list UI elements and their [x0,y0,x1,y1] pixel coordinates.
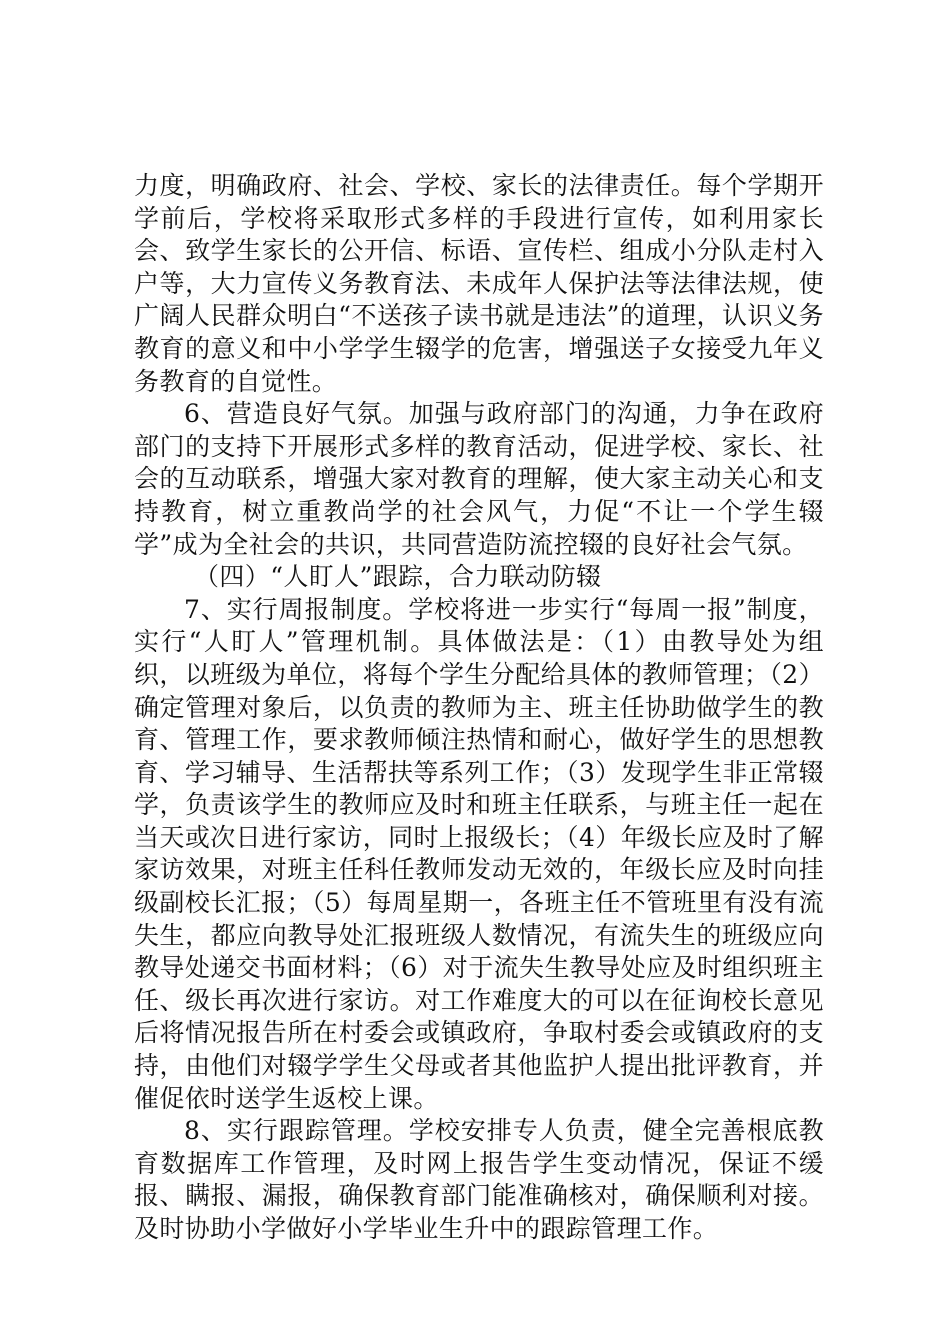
paragraph-item-8: 8、实行跟踪管理。学校安排专人负责，健全完善根底教育数据库工作管理，及时网上报告学生变动情况，保证不缓报、瞒报、漏报，确保教育部门能准确核对，确保顺利对接。及时协助小学做好小学毕业生升中的跟踪管理工作。 [134,1116,824,1243]
paragraph-publicity-continued: 力度，明确政府、社会、学校、家长的法律责任。每个学期开学前后，学校将采取形式多样的手段进行宣传，如利用家长会、致学生家长的公开信、标语、宣传栏、组成小分队走村入户等，大力宣传义务教育法、未成年人保护法等法律法规，使广阔人民群众明白“不送孩子读书就是违法”的道理，认识义务教育的意义和中小学学生辍学的危害，增强送子女接受九年义务教育的自觉性。 [134,171,824,396]
document-body [134,170,824,1246]
paragraph-item-7: 7、实行周报制度。学校将进一步实行“每周一报”制度，实行“人盯人”管理机制。具体做法是：（1）由教导处为组织，以班级为单位，将每个学生分配给具体的教师管理；（2）确定管理对象后，以负责的教师为主、班主任协助做学生的教育、管理工作，要求教师倾注热情和耐心，做好学生的思想教育、学习辅导、生活帮扶等系列工作；（3）发现学生非正常辍学，负责该学生的教师应及时和班主任联系，与班主任一起在当天或次日进行家访，同时上报级长；（4）年级长应及时了解家访效果，对班主任科任教师发动无效的，年级长应及时向挂级副校长汇报；（5）每周星期一，各班主任不管班里有没有流失生，都应向教导处汇报班级人数情况，有流失生的班级应向教导处递交书面材料；（6）对于流失生教导处应及时组织班主任、级长再次进行家访。对工作难度大的可以在征询校长意见后将情况报告所在村委会或镇政府，争取村委会或镇政府的支持，由他们对辍学学生父母或者其他监护人提出批评教育，并催促依时送学生返校上课。 [134,594,824,1113]
section-heading-4: （四）“人盯人”跟踪，合力联动防辍 [194,562,602,592]
paragraph-item-6: 6、营造良好气氛。加强与政府部门的沟通，力争在政府部门的支持下开展形式多样的教育活动，促进学校、家长、社会的互动联系，增强大家对教育的理解，使大家主动关心和支持教育，树立重教尚学的社会风气，力促“不让一个学生辍学”成为全社会的共识，共同营造防流控辍的良好社会气氛。 [134,399,824,559]
